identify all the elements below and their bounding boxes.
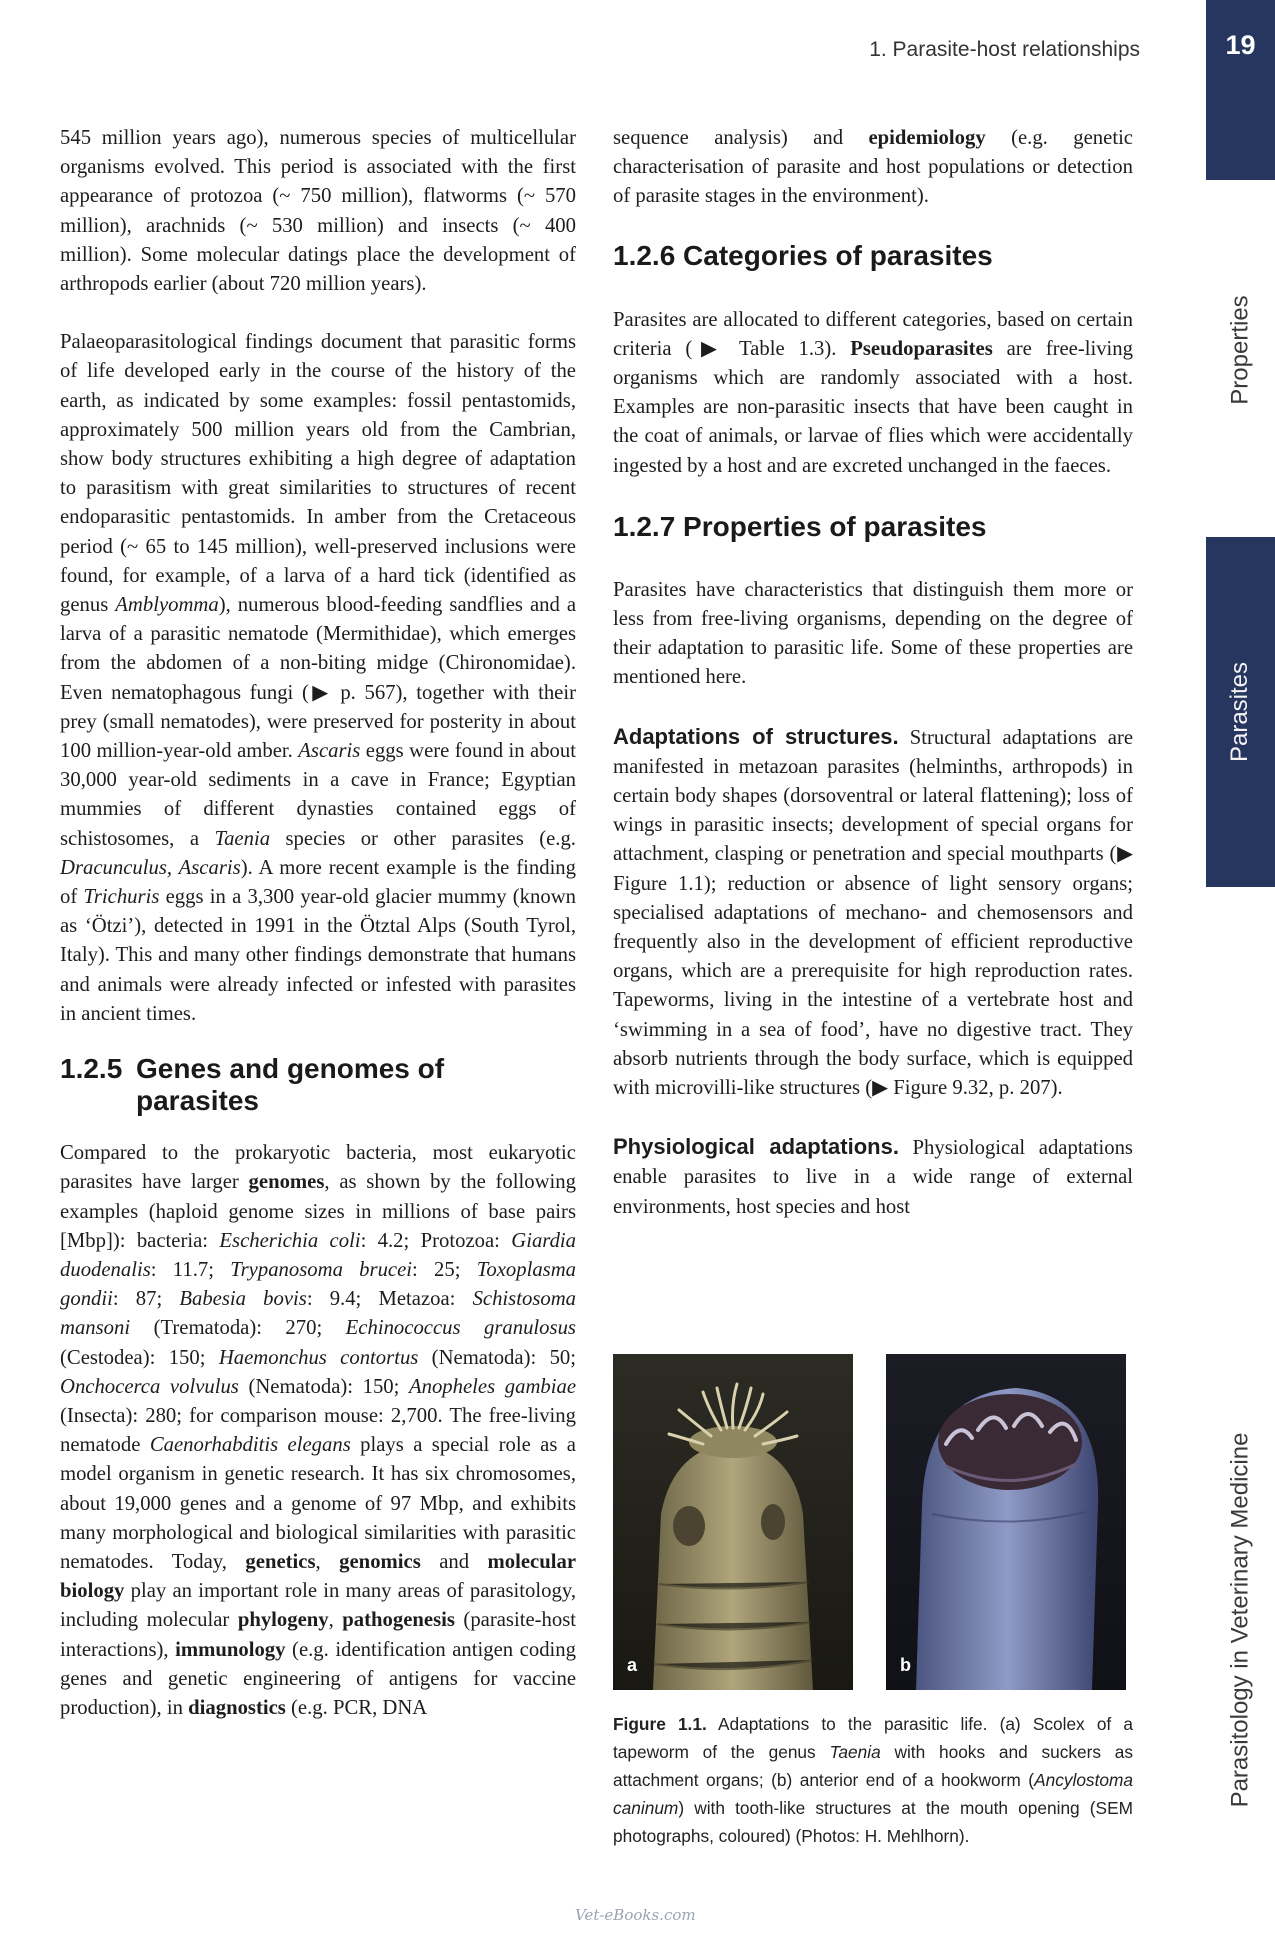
paragraph-structural-adaptations: Adaptations of structures. Structural adaptations are manifested in metazoan parasites (helminths, arthropods) in certain body shapes (dorsoventral or lateral flattening); loss of wings in parasitic insects; development of special organs for attachment, clasping or penetration and special mouthparts (▶ Figure 1.1); reduction or absence of light sensory organs; specialised adaptations of mechano- and chemosensors and frequently also in the development of efficient reproductive organs, which are a prerequisite for high reproduction rates. Tapeworms, living in the intestine of a vertebrate host and ‘swimming in a sea of food’, have no digestive tract. They absorb nutrients through the body surface, which is equipped with microvilli-like structures (▶ Figure 9.32, p. 207). (613, 723, 1134, 1100)
heading-genes-genomes: 1.2.5 Genes and genomes of parasites (60, 1053, 445, 1117)
heading-number: 1.2.5 (60, 1053, 123, 1085)
tapeworm-scolex-photo (613, 1354, 853, 1690)
paragraph-genomes: Compared to the prokaryotic bacteria, most eukaryotic parasites have larger genomes, as shown by the following examples (haploid genome sizes in millions of base pairs [Mbp]): bacteria: Escherichia coli: 4.2; Protozoa: Giardia duodenalis: 11.7; Trypanosoma brucei: 25; Toxoplasma gondii: 87; Babesia bovis: 9.4; Metazoa: Schistosoma mansoni (Trematoda): 270; Echinococcus granulosus (Cestodea): 150; Haemonchus contortus (Nematoda): 50; Onchocerca volvulus (Nematoda): 150; Anopheles gambiae (Insecta): 280; for comparison mouse: 2,700. The free-living nematode Caenorhabditis elegans plays a special role as a model organism in genetic research. It has six chromosomes, about 19,000 genes and a genome of 97 Mbp, and exhibits many morphological and biological similarities with parasitic nematodes. Today, genetics, genomics and molecular biology play an important role in many areas of parasitology, including molecular phylogeny, pathogenesis (parasite-host interactions), immunology (e.g. identification antigen coding genes and genetic engineering of antigens for vaccine production), in diagnostics (e.g. PCR, DNA (60, 1142, 577, 1719)
heading-categories: 1.2.6 Categories of parasites (613, 239, 993, 271)
photo-label-b: b (900, 1655, 911, 1675)
paragraph-properties: Parasites have characteristics that distinguish them more or less from free-living organisms, depending on the degree of their adaptation to parasitic life. Some of these properties are mentioned here. (613, 578, 1133, 689)
paragraph-evolution: 545 million years ago), numerous species of multicellular organisms evolved. This period is associated with the first appearance of protozoa (~ 750 million), flatworms (~ 570 million), arachnids (~ 530 million) and insects (~ 400 million). Some molecular datings place the development of arthropods earlier (about 720 million years). (60, 127, 576, 296)
side-tab-properties (1206, 250, 1275, 450)
watermark-logo: Vet-eBooks.com (575, 1906, 696, 1924)
book-title-label: Parasitology in Veterinary Medicine (1226, 1432, 1254, 1808)
side-tab-properties-label: Properties (1226, 295, 1254, 405)
paragraph-physiological-adaptations: Physiological adaptations. Physiological adaptations enable parasites to live in a wide range of external environments, host species and host (613, 1134, 1133, 1218)
hookworm-anterior-photo (886, 1354, 1126, 1690)
right-column (613, 124, 1133, 1222)
page-number: 19 (1206, 0, 1275, 180)
paragraph-categories: Parasites are allocated to different categories, based on certain criteria (▶ Table 1.3). Pseudoparasites are free-living organisms which are randomly associated with a host. Examples are non-parasitic insects that have been caught in the coat of animals, or larvae of flies which were accidentally ingested by a host and are excreted unchanged in the faeces. (613, 308, 1133, 477)
side-tab-parasites-label: Parasites (1226, 661, 1254, 763)
paragraph-palaeoparasitology: Palaeoparasitological findings document that parasitic forms of life developed early in the course of the history of the earth, as indicated by some examples: fossil pentastomids, approximately 500 million years old from the Cambrian, show body structures exhibiting a high degree of adaptation to parasitism with great similarities to structures of recent endoparasitic pentastomids. In amber from the Cretaceous period (~ 65 to 145 million), well-preserved inclusions were found, for example, of a larva of a hard tick (identified as genus Amblyomma), numerous blood-feeding sandflies and a larva of a parasitic nematode (Mermithidae), which emerges from the abdomen of a non-biting midge (Chironomidae). Even nematophagous fungi (▶ p. 567), together with their prey (small nematodes), were preserved for posterity in about 100 million-year-old amber. Ascaris eggs were found in about 30,000 year-old sediments in a cave in France; Egyptian mummies of different dynasties contained eggs of schistosomes, a Taenia species or other parasites (e.g. Dracunculus, Ascaris). A more recent example is the finding of Trichuris eggs in a 3,300 year-old glacier mummy (known as ‘Ötzi’), detected in 1991 in the Ötztal Alps (South Tyrol, Italy). This and many other findings demonstrate that humans and animals were already infected or infested with parasites in ancient times. (60, 331, 576, 1025)
side-book-title (1206, 1410, 1275, 1830)
left-column (60, 124, 576, 1723)
photo-label-a: a (627, 1655, 638, 1675)
paragraph-epidemiology: sequence analysis) and epidemiology (e.g. genetic characterisation of parasite and host populations or detection of parasite stages in the environment). (613, 127, 1133, 208)
heading-properties: 1.2.7 Properties of parasites (613, 510, 987, 542)
figure-caption: Figure 1.1. Adaptations to the parasitic life. (a) Scolex of a tapeworm of the genus Taenia with hooks and suckers as attachment organs; (b) anterior end of a hookworm (Ancylostoma caninum) with tooth-like structures at the mouth opening (SEM photographs, coloured) (Photos: H. Mehlhorn). (613, 1714, 1133, 1846)
running-header: 1. Parasite-host relationships (869, 38, 1140, 61)
side-tab-parasites (1206, 537, 1275, 887)
caption-label: Figure 1.1. (613, 1714, 707, 1734)
